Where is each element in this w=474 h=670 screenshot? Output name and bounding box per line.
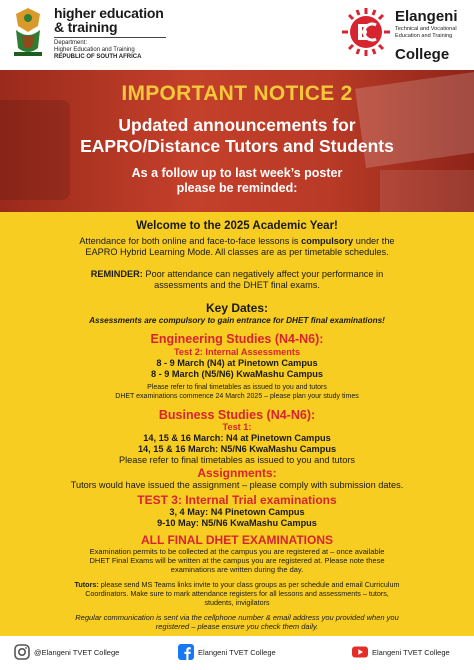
college-word: College	[395, 46, 450, 63]
reminder-label: REMINDER:	[90, 269, 143, 279]
business-note: Please refer to final timetables as issued to you and tutors	[119, 455, 355, 465]
engineering-note2: DHET examinations commence 24 March 2025 – please plan your study times	[115, 393, 359, 400]
coat-of-arms-icon	[8, 6, 48, 58]
key-dates-note: Assessments are compulsory to gain entrance for DHET final examinations!	[89, 316, 385, 325]
engineering-note1: Please refer to final timetables as issued to you and tutors	[147, 384, 327, 391]
facebook-link[interactable]	[178, 644, 276, 660]
college-subtitle: Technical and Vocational Education and Training	[395, 26, 457, 39]
assignments-heading: Assignments:	[197, 466, 277, 480]
tutors-label: Tutors:	[74, 580, 99, 589]
instagram-link[interactable]	[14, 644, 119, 660]
notice-subtitle-line2: EAPRO/Distance Tutors and Students	[80, 136, 394, 156]
facebook-icon	[178, 644, 194, 660]
final-exams-line2: DHET Final Exams will be written at the campus you are registered at. Please note these	[89, 556, 385, 565]
page-header	[0, 0, 474, 70]
attendance-line1	[0, 236, 474, 246]
test3-date1: 3, 4 May: N4 Pinetown Campus	[169, 507, 305, 517]
dhet-country: REPUBLIC OF SOUTH AFRICA	[54, 54, 142, 60]
assignments-text: Tutors would have issued the assignment – please comply with submission dates.	[70, 480, 404, 490]
business-test: Test 1:	[222, 422, 252, 432]
engineering-heading: Engineering Studies (N4-N6):	[150, 332, 324, 346]
dhet-dept-name: Higher Education and Training	[54, 47, 135, 53]
engineering-date2: 8 - 9 March (N5/N6) KwaMashu Campus	[150, 369, 324, 379]
attendance-line2: EAPRO Hybrid Learning Mode. All classes are as per timetable schedules.	[85, 247, 389, 257]
tutors-line1	[0, 580, 474, 589]
engineering-test: Test 2: Internal Assessments	[173, 347, 301, 357]
attendance-text: under the	[353, 236, 395, 246]
tutors-line3: students, invigilators	[204, 598, 270, 607]
youtube-icon	[352, 644, 368, 660]
dhet-divider	[54, 37, 166, 38]
notice-banner	[0, 70, 474, 212]
elangeni-logo-block	[340, 6, 470, 62]
tutors-line2: Coordinators. Make sure to mark attendance registers for all lessons and assessments – tutors,	[85, 589, 389, 598]
reminder-line1	[0, 269, 474, 279]
regular-line1: Regular communication is sent via the cellphone number & email address you provided when you	[75, 613, 399, 622]
dhet-name-line2: & training	[54, 19, 118, 35]
followup-line1: As a follow up to last week’s poster	[131, 166, 343, 180]
dhet-dept-label: Department:	[54, 40, 88, 46]
dhet-name-line1: higher education	[54, 5, 164, 21]
final-exams-line1: Examination permits to be collected at the campus you are registered at – once available	[89, 547, 385, 556]
engineering-date1: 8 - 9 March (N4) at Pinetown Campus	[156, 358, 318, 368]
notice-content	[0, 212, 474, 636]
dhet-logo-block	[8, 6, 166, 61]
instagram-handle: @Elangeni TVET College	[34, 647, 120, 657]
final-exams-line3: examinations are written during the day.	[170, 565, 304, 574]
test3-heading: TEST 3: Internal Trial examinations	[137, 493, 337, 507]
youtube-link[interactable]	[352, 644, 450, 660]
elangeni-sun-logo-icon	[340, 6, 392, 58]
business-date2: 14, 15 & 16 March: N5/N6 KwaMashu Campus	[137, 444, 337, 454]
test3-date2: 9-10 May: N5/N6 KwaMashu Campus	[157, 518, 317, 528]
business-date1: 14, 15 & 16 March: N4 at Pinetown Campus	[143, 433, 331, 443]
followup-line2: please be reminded:	[176, 181, 298, 195]
welcome-heading: Welcome to the 2025 Academic Year!	[136, 220, 338, 232]
business-heading: Business Studies (N4-N6):	[158, 408, 316, 422]
social-footer	[0, 636, 474, 670]
regular-line2: registered – please ensure you check them daily.	[155, 622, 319, 631]
final-exams-heading: ALL FINAL DHET EXAMINATIONS	[141, 533, 333, 547]
notice-title: IMPORTANT NOTICE 2	[121, 82, 353, 105]
key-dates-heading: Key Dates:	[205, 301, 269, 315]
instagram-icon	[14, 644, 30, 660]
facebook-handle: Elangeni TVET College	[198, 647, 276, 657]
attendance-text: Attendance for both online and face-to-face lessons is	[79, 236, 302, 246]
reminder-line2: assessments and the DHET final exams.	[154, 280, 320, 290]
notice-subtitle-line1: Updated announcements for	[118, 115, 356, 135]
youtube-handle: Elangeni TVET College	[372, 647, 450, 657]
college-name: Elangeni	[395, 8, 458, 25]
reminder-text: Poor attendance can negatively affect your performance in	[142, 269, 384, 279]
compulsory-word: compulsory	[301, 236, 354, 246]
tutors-text: please send MS Teams links invite to your class groups as per schedule and email Curriculum	[98, 580, 400, 589]
